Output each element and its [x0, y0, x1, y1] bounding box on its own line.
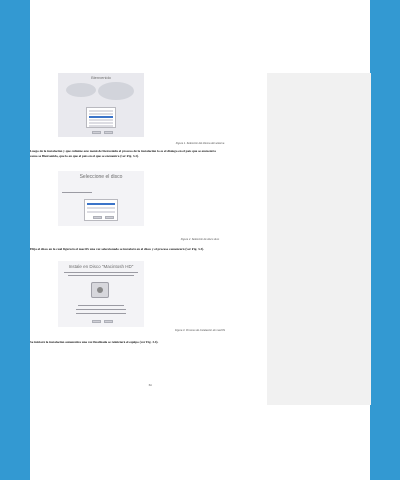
page-number: 34: [148, 383, 152, 387]
figure-1-title: Bienvenido: [91, 75, 111, 80]
world-map-image: [98, 82, 134, 100]
list-item: [89, 122, 113, 124]
subtitle-line: [68, 275, 134, 276]
disk-item: [87, 207, 115, 209]
paragraph-line: Se iniciará la instalación automática una vez finalizada se reiniciará el equipo (ver Fig. 3.4).: [30, 340, 159, 344]
divider: [62, 192, 92, 193]
paragraph-1: [30, 149, 216, 158]
install-button: [105, 216, 114, 219]
figure-3-title: Instale en Disco "Macintosh HD": [68, 264, 134, 269]
list-item: [89, 125, 113, 127]
paragraph-3: [30, 340, 158, 345]
figure-1-screenshot: [58, 73, 144, 137]
cancel-button: [93, 216, 102, 219]
world-map-image: [66, 83, 96, 97]
install-button: [104, 320, 113, 323]
subtitle-line: [64, 272, 138, 273]
disk-item: [87, 211, 115, 213]
progress-text-line: [76, 313, 126, 314]
progress-text-line: [76, 309, 126, 310]
side-panel: [267, 73, 371, 405]
country-list: [86, 107, 116, 128]
disk-icon: [91, 282, 109, 298]
disk-item-selected: [87, 203, 115, 205]
disk-list: [84, 199, 118, 221]
progress-text-line: [78, 305, 124, 306]
list-item: [89, 113, 113, 115]
figure-3-caption: Figura 3. Proceso de instalación de macOS: [174, 329, 226, 332]
paragraph-2: [30, 247, 204, 252]
figure-1-caption: Figura 1. Selección del idioma del sistema: [175, 142, 225, 145]
back-button: [92, 131, 101, 134]
paragraph-line: como se Bienvenido, que lo en que el país en el que se encuentra (ver Fig. 3.2).: [30, 153, 139, 158]
paragraph-line: Luego de la instalación y que culmine este menú de bienvenida el proceso de la instalación lo es el dialogo en el país que se encuentra: [30, 149, 216, 153]
figure-2-screenshot: [58, 171, 144, 226]
list-item: [89, 110, 113, 112]
figure-2-title: Seleccione el disco: [79, 174, 123, 180]
figure-3-screenshot: [58, 261, 144, 327]
list-item-selected: [89, 116, 113, 118]
continue-button: [104, 131, 113, 134]
paragraph-line: Elija el disco en la cual figurará el macOS una vez seleccionado se instalará en el disco y el proceso comenzará (ver Fig. 3.3).: [30, 247, 205, 251]
list-item: [89, 119, 113, 121]
document-page: [30, 0, 370, 480]
figure-2-caption: Figura 2. Selección de disco duro: [180, 238, 220, 241]
back-button: [92, 320, 101, 323]
